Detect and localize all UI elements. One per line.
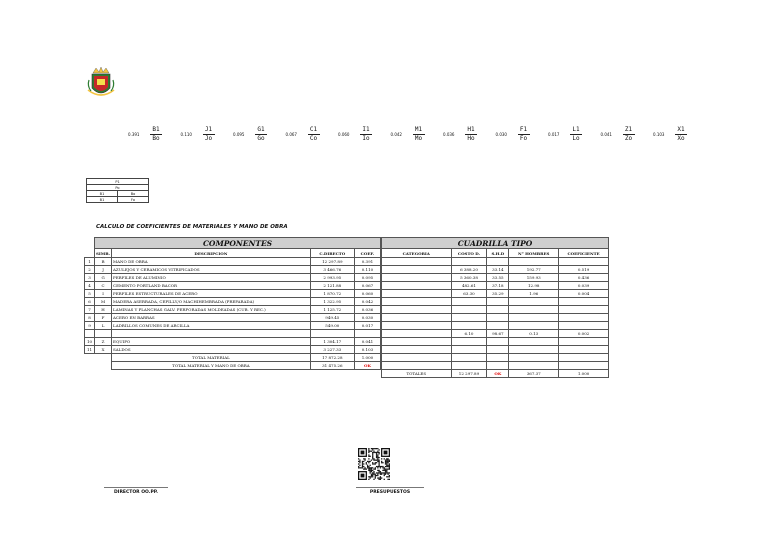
row-simbolo: B [95, 258, 112, 266]
row-descripcion: PERFILES DE ALUMINIO [112, 274, 311, 282]
term-denominator: Lo [572, 135, 580, 142]
row-coeficiente: 0.039 [559, 282, 609, 290]
row-categoria [382, 266, 452, 274]
row-n-hombres [509, 298, 559, 306]
row-simbolo: Z [95, 338, 112, 346]
componente-row [85, 322, 381, 330]
term-coefficient: 0.060 [338, 132, 350, 137]
term-coefficient: 0.042 [390, 132, 402, 137]
term-denominator: Go [257, 135, 265, 142]
term-coefficient: 0.391 [128, 132, 140, 137]
row-coef [354, 330, 380, 338]
signature-line-right [356, 487, 424, 488]
row-simbolo: J [95, 266, 112, 274]
row-descripcion: ACERO EN BARRAS [112, 314, 311, 322]
row-descripcion: MADERA ASERRADA, CEPILLY/O MACHIHEMBRADA (PREPARADA) [112, 298, 311, 306]
row-n-hombres: 1.96 [509, 290, 559, 298]
cuadrilla-row [382, 330, 609, 338]
row-c-directo: 3 466.76 [310, 266, 354, 274]
term-fraction [465, 126, 477, 143]
row-number: 10 [85, 338, 95, 346]
term-fraction [518, 126, 530, 143]
row-shd [487, 306, 509, 314]
row-categoria [382, 322, 452, 330]
term-numerator: Z1 [623, 126, 635, 135]
row-shd [487, 322, 509, 330]
term-fraction [413, 126, 425, 143]
componente-row [85, 282, 381, 290]
row-c-directo: 549.00 [310, 322, 354, 330]
row-simbolo: L [95, 322, 112, 330]
componente-row [85, 258, 381, 266]
signature-presupuestos: PRESUPUESTOS [369, 490, 411, 495]
term-fraction [675, 126, 687, 143]
row-shd [487, 298, 509, 306]
row-costo-d [451, 306, 487, 314]
term-numerator: J1 [203, 126, 215, 135]
totales-hombres: 367.37 [509, 370, 559, 378]
row-coeficiente: 0.519 [559, 266, 609, 274]
componentes-header: COMPONENTES [95, 238, 381, 249]
row-c-directo: 2 121.88 [310, 282, 354, 290]
row-c-directo: 949.45 [310, 314, 354, 322]
row-costo-d [451, 298, 487, 306]
componente-row [85, 274, 381, 282]
row-costo-d [451, 314, 487, 322]
row-shd [487, 258, 509, 266]
cuadrilla-row [382, 306, 609, 314]
componente-row [85, 298, 381, 306]
row-n-hombres: 192.77 [509, 266, 559, 274]
cuadrilla-row [382, 354, 609, 362]
componentes-table [84, 237, 381, 370]
row-descripcion: SALDOS [112, 346, 311, 354]
total-mo-directo: 31 475.26 [310, 362, 354, 370]
col-simb: SIMB. [96, 250, 111, 256]
row-categoria [382, 282, 452, 290]
row-coeficiente: 0.436 [559, 274, 609, 282]
col-c-directo: C.DIRECTO [310, 249, 354, 258]
row-number: 8 [85, 314, 95, 322]
componente-row [85, 346, 381, 354]
row-shd [487, 338, 509, 346]
cuadrilla-row [382, 298, 609, 306]
totales-label: TOTALES [382, 370, 452, 378]
row-descripcion: LADRILLOS COMUNES DE ARCILLA [112, 322, 311, 330]
row-n-hombres: 159.93 [509, 274, 559, 282]
term-fraction [360, 126, 372, 143]
term-numerator: G1 [255, 126, 267, 135]
cuadrilla-row [382, 362, 609, 370]
row-c-directo [310, 330, 354, 338]
signature-director: DIRECTOR OO.PP. [114, 490, 158, 495]
row-categoria [382, 306, 452, 314]
total-mo-label: TOTAL MATERIAL Y MANO DE OBRA [112, 362, 311, 370]
row-coef: 0.103 [354, 346, 380, 354]
term-denominator: Ho [467, 135, 475, 142]
col-coef: COEF. [354, 249, 380, 258]
row-categoria [382, 258, 452, 266]
row-c-directo: 12 297.89 [310, 258, 354, 266]
row-descripcion: LAMINAS Y PLANCHAS GALV. PERFORADAS MOLDEADAS (CUB. Y REC.) [112, 306, 311, 314]
term-coefficient: 0.110 [180, 132, 192, 137]
row-coef: 0.042 [354, 298, 380, 306]
row-coef: 0.067 [354, 282, 380, 290]
row-costo-d [451, 362, 487, 370]
term-numerator: I1 [360, 126, 372, 135]
row-shd [487, 362, 509, 370]
index-key-box [86, 178, 149, 203]
term-denominator: Io [362, 135, 370, 142]
row-costo-d: 5 360.38 [451, 274, 487, 282]
componente-row [85, 314, 381, 322]
componente-row [85, 266, 381, 274]
row-coef: 0.060 [354, 290, 380, 298]
row-coef: 0.391 [354, 258, 380, 266]
row-simbolo: H [95, 306, 112, 314]
row-coeficiente: 0.004 [559, 290, 609, 298]
row-simbolo: I [95, 290, 112, 298]
cuadrilla-row [382, 282, 609, 290]
row-descripcion: EQUIPO [112, 338, 311, 346]
row-descripcion: PERFILES ESTRUCTURALES DE ACERO [112, 290, 311, 298]
row-coef: 0.030 [354, 314, 380, 322]
term-numerator: H1 [465, 126, 477, 135]
row-n-hombres: 12.98 [509, 282, 559, 290]
row-shd: 37.18 [487, 282, 509, 290]
row-shd [487, 314, 509, 322]
row-n-hombres: 0.13 [509, 330, 559, 338]
row-costo-d [451, 322, 487, 330]
row-categoria [382, 298, 452, 306]
row-descripcion: MANO DE OBRA [112, 258, 311, 266]
key-cell: Po [87, 185, 149, 191]
row-simbolo: M [95, 298, 112, 306]
row-n-hombres [509, 354, 559, 362]
row-c-directo: 1 870.72 [310, 290, 354, 298]
row-coef: 0.110 [354, 266, 380, 274]
col-descripcion: DESCRIPCION [112, 249, 311, 258]
row-c-directo: 3 227.33 [310, 346, 354, 354]
col-n-hombres: N° HOMBRES [509, 249, 559, 258]
qr-code [358, 448, 390, 480]
row-coef: 0.017 [354, 322, 380, 330]
row-number: 2 [85, 266, 95, 274]
row-categoria [382, 290, 452, 298]
term-coefficient: 0.017 [548, 132, 560, 137]
term-fraction [150, 126, 162, 143]
row-categoria [382, 354, 452, 362]
total-material-label: TOTAL MATERIAL [112, 354, 311, 362]
polynomial-formula [128, 126, 764, 146]
term-denominator: Mo [414, 135, 423, 142]
row-descripcion [112, 330, 311, 338]
row-costo-d [451, 338, 487, 346]
key-cell: P1 [87, 179, 149, 185]
row-shd: 98.67 [487, 330, 509, 338]
row-coeficiente [559, 338, 609, 346]
row-simbolo: F [95, 314, 112, 322]
row-categoria [382, 346, 452, 354]
row-simbolo: G [95, 274, 112, 282]
row-shd: 33.14 [487, 266, 509, 274]
cuadrilla-row [382, 266, 609, 274]
row-costo-d [451, 354, 487, 362]
row-shd: 35.29 [487, 290, 509, 298]
total-material-directo: 17 872.28 [310, 354, 354, 362]
row-n-hombres [509, 306, 559, 314]
term-coefficient: 0.030 [495, 132, 507, 137]
row-categoria [382, 338, 452, 346]
term-denominator: Jo [204, 135, 213, 142]
row-number: 1 [85, 258, 95, 266]
row-categoria [382, 314, 452, 322]
row-descripcion: AZULEJOS Y CERAMICOS VITRIFICADOS [112, 266, 311, 274]
row-c-directo: 1 125.72 [310, 306, 354, 314]
row-coeficiente [559, 362, 609, 370]
cuadrilla-header: CUADRILLA TIPO [382, 238, 609, 249]
term-fraction [308, 126, 320, 143]
row-costo-d: 6.10 [451, 330, 487, 338]
key-cell: B1 [87, 197, 118, 203]
col-coeficiente: COEFICIENTE [559, 249, 609, 258]
term-numerator: M1 [413, 126, 425, 135]
row-shd [487, 346, 509, 354]
cuadrilla-row [382, 346, 609, 354]
componente-row [85, 306, 381, 314]
term-fraction [203, 126, 215, 143]
cuadrilla-row [382, 274, 609, 282]
row-costo-d: 6 388.20 [451, 266, 487, 274]
term-coefficient: 0.103 [653, 132, 665, 137]
key-cell: Bo [118, 191, 149, 197]
cuadrilla-row [382, 314, 609, 322]
componente-row [85, 290, 381, 298]
total-material-coef: 1.000 [354, 354, 380, 362]
row-n-hombres [509, 362, 559, 370]
term-fraction [623, 126, 635, 143]
total-mo-ok: OK [354, 362, 380, 370]
row-categoria [382, 274, 452, 282]
row-costo-d: 63.30 [451, 290, 487, 298]
row-coeficiente: 0.002 [559, 330, 609, 338]
row-coeficiente [559, 314, 609, 322]
term-numerator: B1 [150, 126, 162, 135]
row-shd [487, 354, 509, 362]
row-coeficiente [559, 354, 609, 362]
row-c-directo: 1 322.95 [310, 298, 354, 306]
section-title: CALCULO DE COEFICIENTES DE MATERIALES Y MANO DE OBRA [96, 224, 288, 230]
row-descripcion: CEMENTO PORTLAND BACOR [112, 282, 311, 290]
row-simbolo: X [95, 346, 112, 354]
componente-row [85, 338, 381, 346]
term-denominator: Xo [677, 135, 685, 142]
row-n-hombres [509, 258, 559, 266]
row-coef: 0.036 [354, 306, 380, 314]
key-cell: Fo [118, 197, 149, 203]
cuadrilla-row [382, 338, 609, 346]
row-number: 5 [85, 290, 95, 298]
totales-coeficiente: 1.000 [559, 370, 609, 378]
row-number: 7 [85, 306, 95, 314]
term-coefficient: 0.041 [600, 132, 612, 137]
cuadrilla-row [382, 258, 609, 266]
term-numerator: L1 [570, 126, 582, 135]
term-fraction [255, 126, 267, 143]
cuadrilla-tipo-table [381, 237, 609, 378]
municipal-crest-logo [86, 66, 116, 100]
row-costo-d: 482.61 [451, 282, 487, 290]
row-n-hombres [509, 338, 559, 346]
row-number: 11 [85, 346, 95, 354]
key-cell: B1 [87, 191, 118, 197]
row-number [85, 330, 95, 338]
row-number: 9 [85, 322, 95, 330]
term-numerator: X1 [675, 126, 687, 135]
cuadrilla-row [382, 322, 609, 330]
term-denominator: Fo [519, 135, 528, 142]
row-simbolo: C [95, 282, 112, 290]
totales-costo: 12 297.89 [451, 370, 487, 378]
row-coeficiente [559, 258, 609, 266]
cuadrilla-row [382, 290, 609, 298]
term-fraction [570, 126, 582, 143]
row-coeficiente [559, 322, 609, 330]
componente-row [85, 330, 381, 338]
totales-ok: OK [487, 370, 509, 378]
row-coef: 0.095 [354, 274, 380, 282]
row-coef: 0.041 [354, 338, 380, 346]
row-number: 3 [85, 274, 95, 282]
row-costo-d [451, 346, 487, 354]
row-coeficiente [559, 298, 609, 306]
row-number: 4 [85, 282, 95, 290]
row-shd: 33.55 [487, 274, 509, 282]
row-categoria [382, 362, 452, 370]
term-coefficient: 0.036 [443, 132, 455, 137]
row-costo-d [451, 258, 487, 266]
col-costo-d: COSTO D. [451, 249, 487, 258]
term-denominator: Bo [152, 135, 160, 142]
row-n-hombres [509, 346, 559, 354]
signature-line-left [104, 487, 168, 488]
col-categoria: CATEGORIA [382, 249, 452, 258]
col-shd: S.H.D [487, 249, 509, 258]
term-denominator: Zo [624, 135, 633, 142]
row-c-directo: 1 304.17 [310, 338, 354, 346]
row-simbolo [95, 330, 112, 338]
term-coefficient: 0.067 [285, 132, 297, 137]
row-c-directo: 2 993.95 [310, 274, 354, 282]
term-denominator: Co [309, 135, 318, 142]
row-number: 6 [85, 298, 95, 306]
term-coefficient: 0.095 [233, 132, 245, 137]
row-n-hombres [509, 322, 559, 330]
row-coeficiente [559, 306, 609, 314]
term-numerator: F1 [518, 126, 530, 135]
row-n-hombres [509, 314, 559, 322]
row-coeficiente [559, 346, 609, 354]
term-numerator: C1 [308, 126, 320, 135]
row-categoria [382, 330, 452, 338]
